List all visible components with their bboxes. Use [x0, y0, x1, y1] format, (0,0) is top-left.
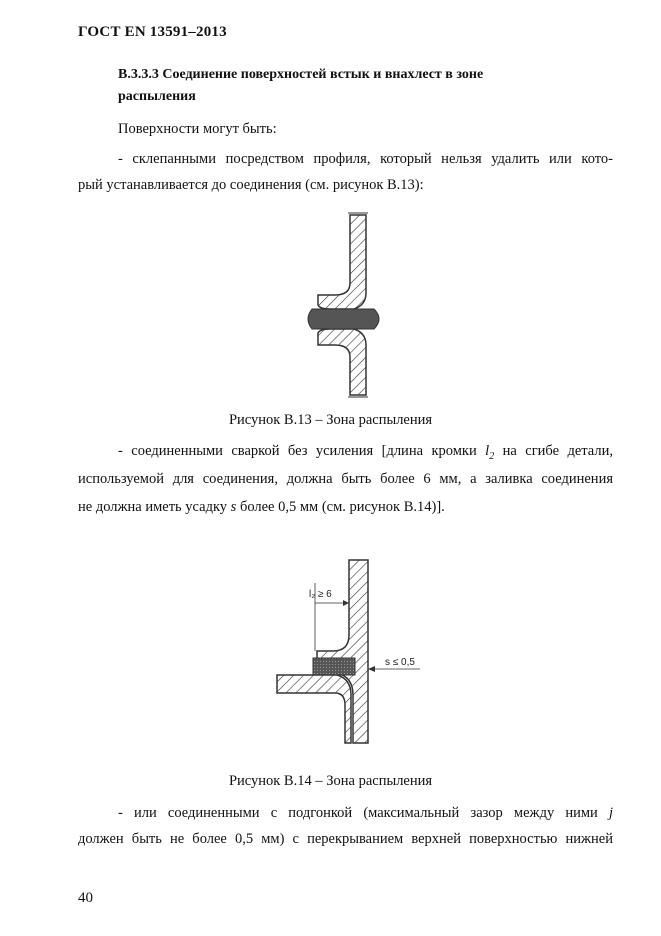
item3-line1: - или соединенными с подгонкой (максимальный зазор между ними j: [118, 805, 613, 821]
intro-paragraph: Поверхности могут быть:: [118, 121, 277, 137]
figure-b14-diagram: [265, 555, 435, 750]
dim-label-s: s ≤ 0,5: [385, 657, 415, 668]
spray-zone: [308, 309, 379, 329]
figure-b13-diagram: [290, 205, 400, 400]
item1-line2: рый устанавливается до соединения (см. рисунок В.13):: [78, 177, 424, 193]
var-l2: $l_2$: [485, 443, 495, 462]
lower-plate: [277, 675, 351, 743]
document-header: ГОСТ EN 13591–2013: [78, 24, 227, 40]
item2-text-a: - соединенными сваркой без усиления [длина кромки: [118, 443, 486, 459]
section-title: [118, 64, 598, 108]
page-number: 40: [78, 890, 93, 906]
figure-b13-caption: Рисунок В.13 – Зона распыления: [228, 412, 433, 428]
item3-line2: должен быть не более 0,5 мм) с перекрыванием верхней поверхностью нижней: [78, 831, 613, 847]
section-title-line1: B.3.3.3 Соединение поверхностей встык и внахлест в зоне: [118, 67, 484, 82]
var-s: s: [230, 499, 237, 515]
figure-b14-caption: Рисунок В.14 – Зона распыления: [228, 773, 433, 789]
dim-label-l2: l₂ ≥ 6: [309, 589, 332, 600]
var-j: j: [608, 805, 613, 821]
upper-sheet: [318, 215, 366, 309]
item2-line2: используемой для соединения, должна быть более 6 мм, а заливка соединения: [78, 471, 613, 487]
item2-text-b: на сгибе детали,: [494, 443, 613, 459]
section-title-line2: распыления: [118, 89, 196, 104]
lower-sheet: [318, 329, 366, 395]
item1-line1: - склепанными посредством профиля, который нельзя удалить или кото-: [118, 151, 613, 167]
weld-fill: [313, 658, 355, 675]
item2-line3: не должна иметь усадку s более 0,5 мм (см. рисунок В.14)].: [78, 499, 445, 515]
vertical-plate: [317, 560, 368, 743]
